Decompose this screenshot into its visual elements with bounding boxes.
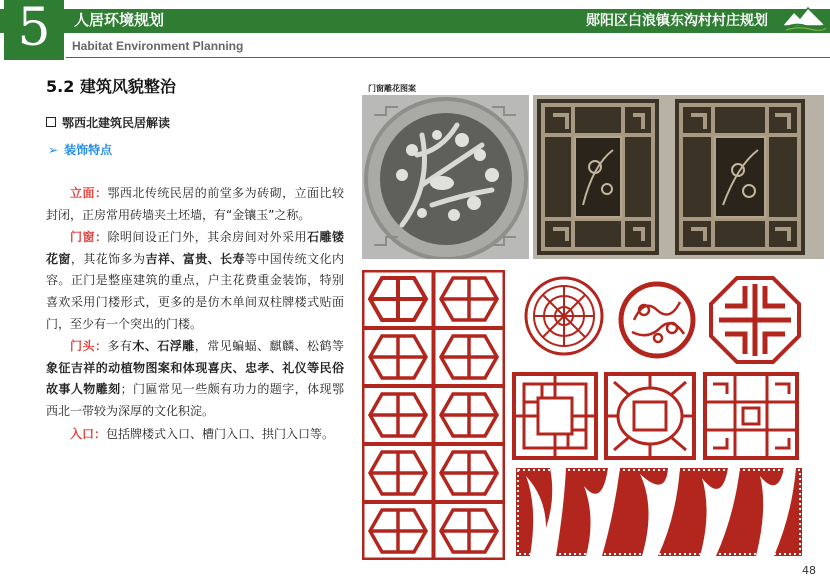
chapter-title-cn: 人居环境规划: [74, 11, 165, 29]
carved-round-window-photo: [362, 95, 529, 259]
red-square-lattice-1: [512, 372, 598, 460]
subsection-heading: [46, 114, 170, 131]
subsection-heading-text: 鄂西北建筑民居解读: [62, 116, 171, 130]
chevron-right-icon: ➢: [48, 143, 59, 157]
section-title: 5.2 建筑风貌整治: [46, 77, 176, 96]
topic-heading-text: 装饰特点: [64, 143, 113, 157]
topic-heading: [48, 141, 112, 158]
page-header: [0, 0, 830, 60]
square-bullet-icon: [46, 117, 56, 127]
mountain-logo-icon: [780, 4, 828, 32]
red-round-medallion-2: [614, 280, 700, 360]
red-octagon-cross-pattern: [709, 276, 801, 364]
paragraph-door-head: 门头：多有木、石浮雕，常见蝙蝠、麒麟、松鹤等象征吉祥的动植物图案和体现喜庆、忠孝、礼仪等民俗故事人物雕刻；门匾常见一些颇有功力的题字，体现鄂西北一带较为深厚的文化积淀。: [46, 339, 344, 418]
header-divider: [66, 57, 830, 58]
image-caption: 门窗雕花图案: [368, 84, 416, 93]
chapter-number: 5: [17, 0, 51, 58]
red-square-lattice-3: [703, 372, 799, 460]
paragraph-doors-windows: 门窗：除明间设正门外，其余房间对外采用石雕镂花窗，其花饰多为吉祥、富贵、长寿等中国传统文化内容。正门是整座建筑的重点，户主花费重金装饰，特别喜欢采用门楼形式，更多的是仿木单间双柱牌楼式贴面门，至少有一个突出的门楼。: [46, 230, 344, 331]
paragraph-facade: 立面：鄂西北传统民居的前堂多为砖砌，立面比较封闭，正房常用砖墙夹土坯墙，有“金镶玉”之称。: [46, 186, 344, 222]
red-round-medallion-1: [519, 275, 609, 357]
paragraph-entrance: 入口：包括牌楼式入口、槽门入口、拱门入口等。: [70, 426, 335, 441]
wooden-lattice-window-photo: [533, 95, 824, 259]
project-title: 郧阳区白浪镇东沟村村庄规划: [586, 13, 768, 29]
chapter-title-en: Habitat Environment Planning: [72, 39, 244, 53]
body-text: [46, 183, 344, 446]
red-lattice-tall-pattern: [362, 270, 505, 560]
page-number: 48: [802, 564, 816, 577]
red-branch-pattern-panel: [516, 468, 802, 556]
red-square-lattice-2: [604, 372, 696, 460]
